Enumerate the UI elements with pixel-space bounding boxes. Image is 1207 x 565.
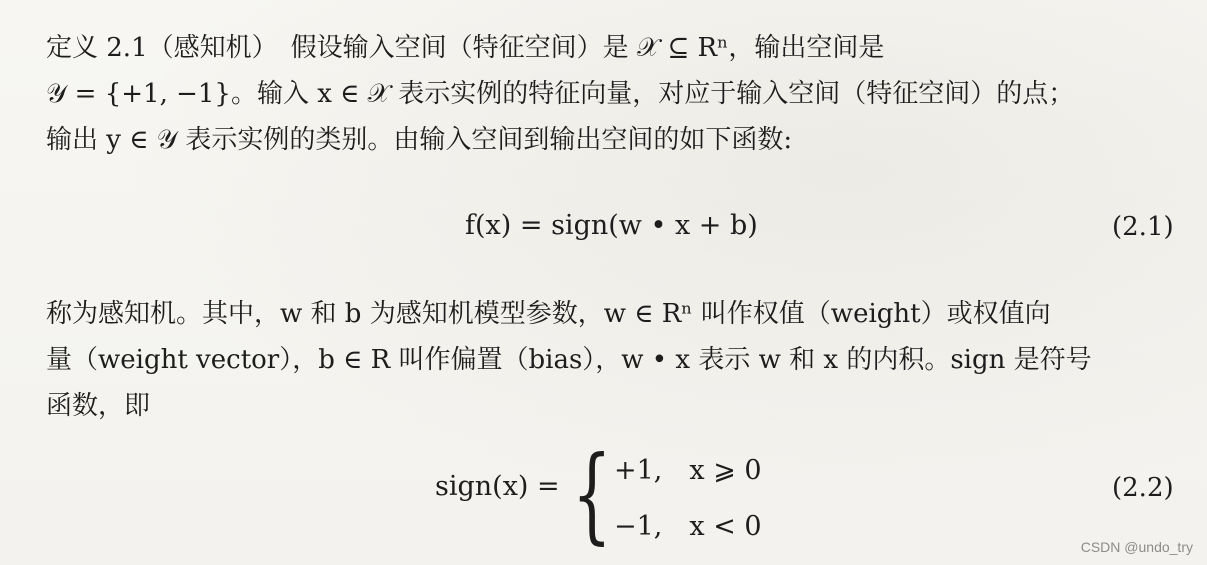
explanation-line-1: 称为感知机。其中，w 和 b 为感知机模型参数，w ∈ Rⁿ 叫作权值（weight）或权值向 [46,299,1051,329]
sign-case-positive: +1, x ⩾ 0 [614,455,762,486]
explanation-line-3: 函数，即 [46,391,151,421]
equation-sign-lhs: sign(x) = [435,471,560,502]
explanation-line-2: 量（weight vector），b ∈ R 叫作偏置（bias），w • x 表示 w 和 x 的内积。sign 是符号 [46,345,1092,375]
definition-line-1: 定义 2.1（感知机） 假设输入空间（特征空间）是 𝒳 ⊆ Rⁿ，输出空间是 [46,33,885,63]
cases-brace: { [572,433,612,555]
sign-case-negative: −1, x < 0 [614,511,762,542]
definition-line-3: 输出 y ∈ 𝒴 表示实例的类别。由输入空间到输出空间的如下函数: [46,125,793,155]
equation-number-2-1: (2.1) [1112,212,1174,242]
csdn-watermark: CSDN @undo_try [1080,539,1193,555]
definition-line-2: 𝒴 = {+1, −1}。输入 x ∈ 𝒳 表示实例的特征向量，对应于输入空间（特征空间）的点； [46,79,1075,109]
equation-number-2-2: (2.2) [1112,473,1174,503]
equation-perceptron: f(x) = sign(w • x + b) [465,210,758,241]
